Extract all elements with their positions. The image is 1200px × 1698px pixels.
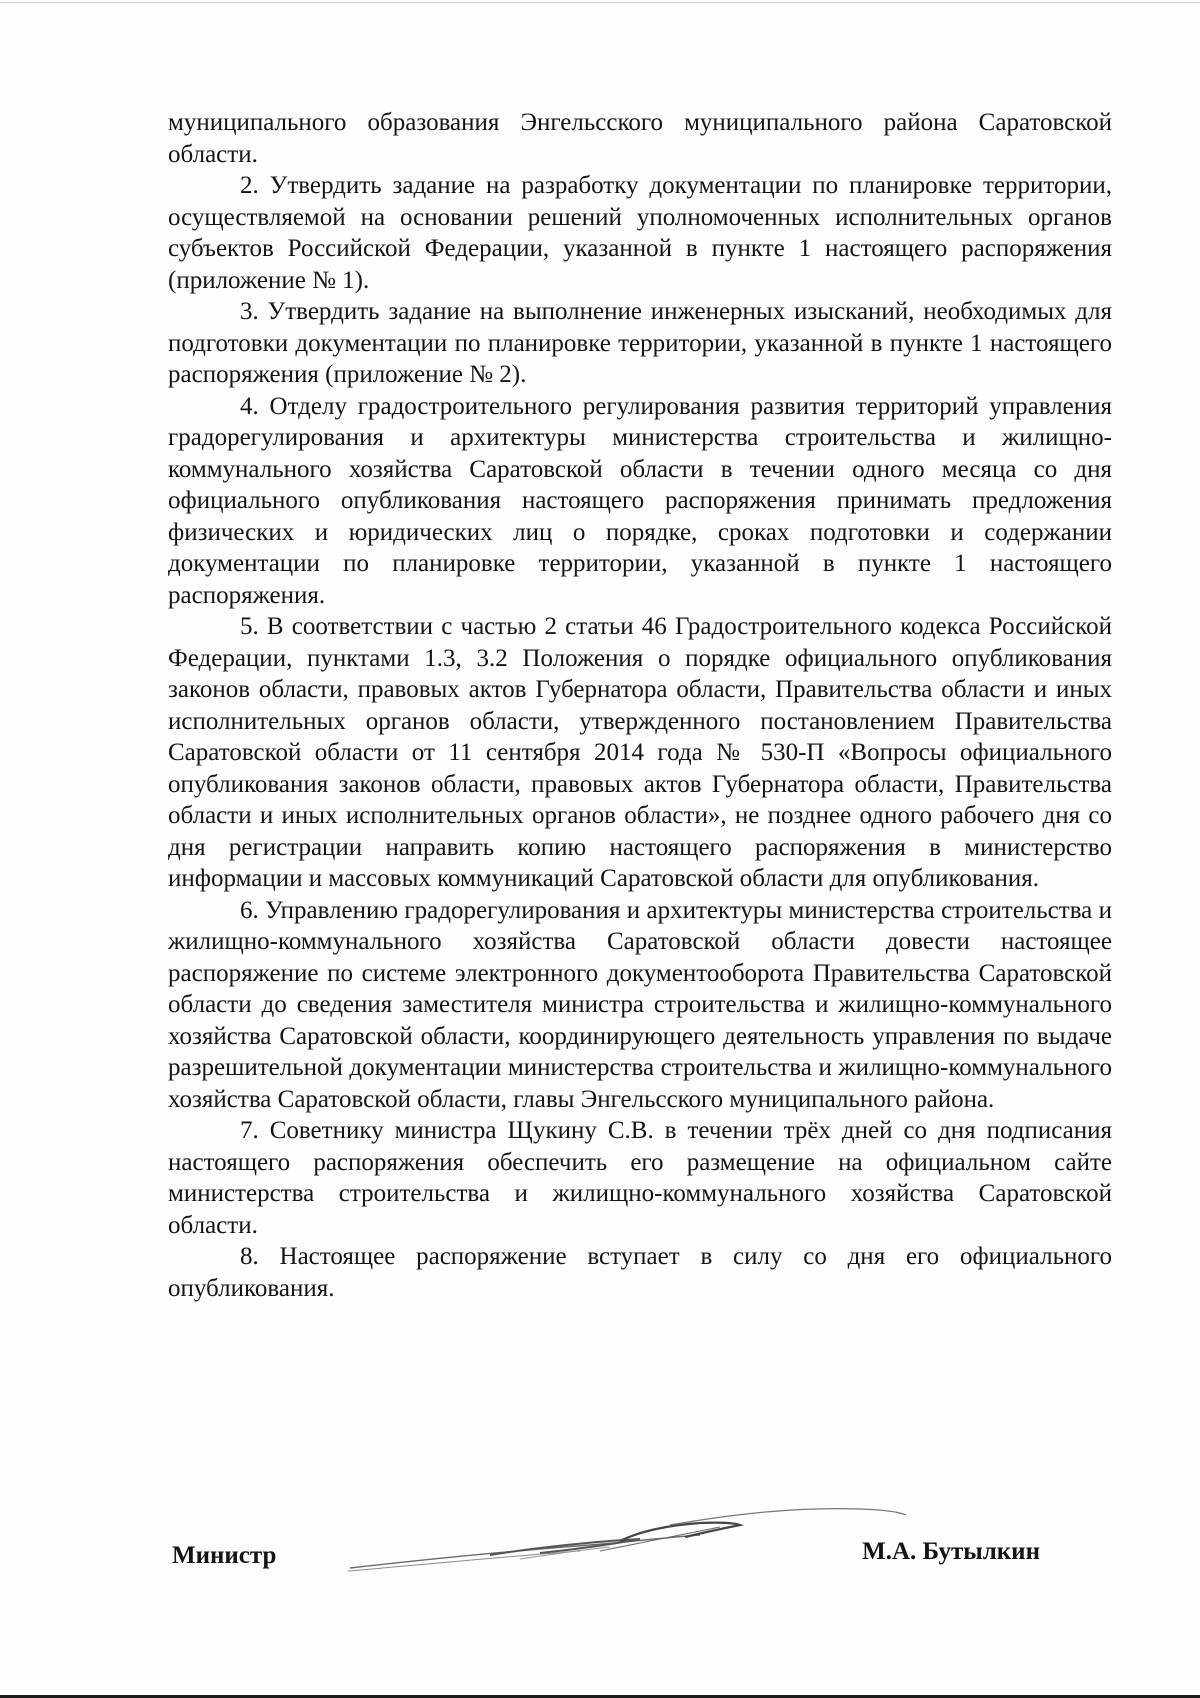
paragraph-item-8: 8. Настоящее распоряжение вступает в силу со дня его официального опубликования. [168, 1243, 1112, 1302]
handwritten-signature [340, 1495, 920, 1585]
paragraph-item-2: 2. Утвердить задание на разработку документации по планировке территории, осуществляемой на основании решений уполномоченных исполнительных органов субъектов Российской Федерации, указанной в пункте 1 настоящего распоряжения (приложение № 1). [168, 172, 1112, 294]
paragraph-item-6: 6. Управлению градорегулирования и архитектуры министерства строительства и жилищно-коммунального хозяйства Саратовской области довести настоящее распоряжение по системе электронного документооборота Правительства Саратовской области до сведения заместителя министра строительства и жилищно-коммунального хозяйства Саратовской области, координирующего деятельность управления по выдаче разрешительной документации министерства строительства и жилищно-коммунального хозяйства Саратовской области, главы Энгельсского муниципального района. [168, 896, 1112, 1113]
signer-name: М.А. Бутылкин [862, 1538, 1040, 1565]
signer-title: Министр [172, 1542, 277, 1569]
top-scan-edge [0, 2, 1200, 3]
document-body [168, 107, 1112, 1304]
paragraph-continuation: муниципального образования Энгельсского муниципального района Саратовской области. [168, 109, 1112, 168]
paragraph-item-7: 7. Советнику министра Щукину С.В. в течении трёх дней со дня подписания настоящего распоряжения обеспечить его размещение на официальном сайте министерства строительства и жилищно-коммунального хозяйства Саратовской области. [168, 1117, 1112, 1239]
paragraph-item-3: 3. Утвердить задание на выполнение инженерных изысканий, необходимых для подготовки документации по планировке территории, указанной в пункте 1 настоящего распоряжения (приложение № 2). [168, 298, 1112, 388]
paragraph-item-5: 5. В соответствии с частью 2 статьи 46 Градостроительного кодекса Российской Федерации, пунктами 1.3, 3.2 Положения о порядке официального опубликования законов области, правовых актов Губернатора области, Правительства области и иных исполнительных органов области, утвержденного постановлением Правительства Саратовской области от 11 сентября 2014 года № 530-П «Вопросы официального опубликования законов области, правовых актов Губернатора области, Правительства области и иных исполнительных органов области», не позднее одного рабочего дня со дня регистрации направить копию настоящего распоряжения в министерство информации и массовых коммуникаций Саратовской области для опубликования. [168, 613, 1112, 892]
paragraph-item-4: 4. Отделу градостроительного регулирования развития территорий управления градорегулирования и архитектуры министерства строительства и жилищно-коммунального хозяйства Саратовской области в течении одного месяца со дня официального опубликования настоящего распоряжения принимать предложения физических и юридических лиц о порядке, сроках подготовки и содержании документации по планировке территории, указанной в пункте 1 настоящего распоряжения. [168, 392, 1112, 609]
